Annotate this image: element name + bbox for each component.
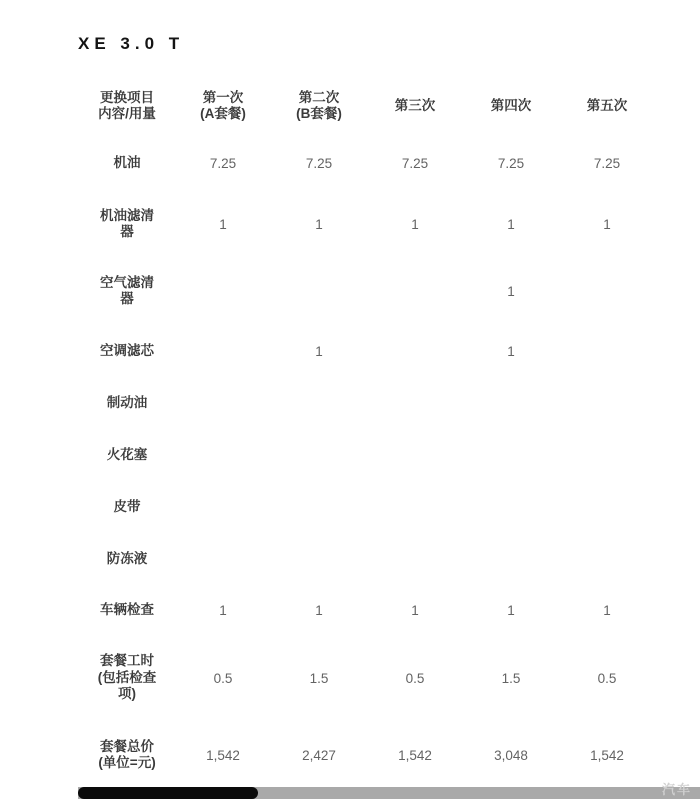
header-item-line1: 更换项目 — [99, 90, 154, 105]
table-row-antifreeze — [79, 533, 657, 585]
cell-value: 1,542 — [590, 747, 624, 763]
cell-value: 1.5 — [501, 670, 521, 686]
table-row-cabin-filter — [79, 326, 657, 377]
cell-value: 1,542 — [398, 747, 432, 763]
cell-value: 1 — [603, 603, 611, 618]
header-fourth-line1: 第四次 — [490, 98, 532, 113]
row-label: 机油 — [113, 154, 141, 170]
header-item-column — [79, 90, 175, 122]
header-col-first — [175, 90, 271, 122]
row-label: 套餐工时(包括检查项) — [97, 653, 157, 702]
cell-value: 7.25 — [209, 155, 237, 171]
row-label: 套餐总价(单位=元) — [98, 738, 156, 770]
cell-value: 0.5 — [405, 670, 425, 686]
header-second-line2: (B套餐) — [296, 106, 342, 121]
cell-value: 0.5 — [597, 670, 617, 686]
row-label: 空气滤清器 — [100, 274, 154, 306]
row-label: 空调滤芯 — [100, 343, 154, 359]
cell-value: 1 — [603, 216, 611, 232]
table-row-air-filter — [79, 256, 657, 326]
cell-value: 2,427 — [302, 747, 336, 763]
cell-value: 1 — [507, 283, 515, 299]
table-row-engine-oil — [79, 134, 657, 192]
table-row-belt — [79, 481, 657, 533]
header-first-line1: 第一次 — [202, 90, 244, 105]
cell-value: 1 — [411, 216, 419, 232]
table-row-labor-hours — [79, 636, 657, 720]
header-col-fifth — [559, 98, 655, 114]
row-label: 防冻液 — [106, 550, 148, 566]
maintenance-table — [79, 78, 657, 790]
cell-value: 1,542 — [206, 747, 240, 763]
row-label: 火花塞 — [106, 447, 148, 463]
cell-value: 1 — [219, 216, 227, 232]
page-title: XE 3.0 T — [78, 34, 185, 53]
cell-value: 3,048 — [494, 747, 528, 763]
horizontal-scrollbar-track[interactable] — [78, 787, 700, 799]
cell-value: 1 — [315, 216, 323, 232]
table-row-vehicle-inspection — [79, 585, 657, 636]
table-row-oil-filter — [79, 192, 657, 256]
cell-value: 1.5 — [309, 670, 329, 686]
header-second-line1: 第二次 — [298, 90, 340, 105]
cell-value: 7.25 — [305, 155, 333, 171]
header-col-second — [271, 90, 367, 122]
cell-value: 0.5 — [213, 670, 233, 686]
row-label: 制动油 — [106, 395, 148, 411]
table-header-row — [79, 78, 657, 134]
cell-value: 7.25 — [593, 155, 621, 171]
cell-value: 1 — [507, 603, 515, 618]
cell-value: 7.25 — [401, 155, 429, 171]
cell-value: 7.25 — [497, 155, 525, 171]
horizontal-scrollbar-thumb[interactable] — [78, 787, 258, 799]
header-col-fourth — [463, 98, 559, 114]
cell-value: 1 — [507, 216, 515, 232]
row-label: 车辆检查 — [100, 602, 154, 618]
cell-value: 1 — [315, 603, 323, 618]
row-label: 机油滤清器 — [100, 207, 154, 239]
cell-value: 1 — [507, 344, 515, 359]
header-item-line2: 内容/用量 — [98, 106, 156, 121]
cell-value: 1 — [315, 344, 323, 359]
site-watermark: 汽车 — [661, 782, 692, 797]
table-row-spark-plug — [79, 430, 657, 481]
header-third-line1: 第三次 — [394, 98, 436, 113]
cell-value: 1 — [411, 603, 419, 618]
header-col-third — [367, 98, 463, 114]
table-row-brake-fluid — [79, 377, 657, 430]
header-first-line2: (A套餐) — [200, 106, 246, 121]
row-label: 皮带 — [113, 498, 141, 514]
table-row-total-price — [79, 720, 657, 790]
cell-value: 1 — [219, 603, 227, 618]
header-fifth-line1: 第五次 — [586, 98, 628, 113]
